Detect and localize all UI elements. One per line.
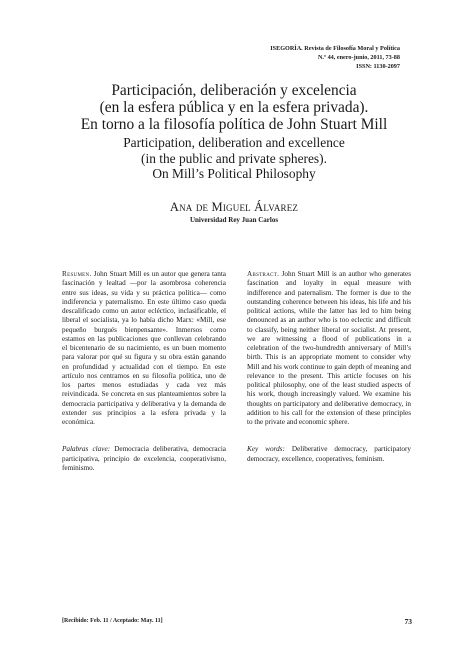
- resumen-column: [62, 270, 226, 473]
- title-es-line3: En torno a la filosofía política de John Stuart Mill: [80, 116, 388, 133]
- keywords-es-text: Democracia deliberativa, democracia participativa, principio de excelencia, cooperativismo, feminismo.: [62, 445, 227, 472]
- title-es-line1: Participación, deliberación y excelencia: [111, 82, 357, 99]
- keywords-en-label: Key words:: [247, 445, 285, 454]
- abstract-label: Abstract.: [247, 270, 280, 278]
- author-name: Ana de Miguel Álvarez: [169, 200, 299, 214]
- journal-issue: N.º 44, enero-junio, 2011, 73-88: [317, 54, 400, 61]
- title-spanish: [60, 82, 408, 133]
- title-es-line2: (en la esfera pública y en la esfera privada).: [99, 99, 369, 116]
- page-number: 73: [404, 617, 412, 626]
- resumen-paragraph: [62, 270, 226, 427]
- author-affiliation: Universidad Rey Juan Carlos: [189, 216, 279, 224]
- received-accepted-dates: [Recibido: Feb. 11 / Aceptado: May. 11]: [62, 618, 163, 624]
- title-english: [60, 135, 408, 182]
- abstract-column: [247, 270, 411, 464]
- keywords-es-label: Palabras clave:: [62, 445, 111, 454]
- journal-name: ISEGORÍA. Revista de Filosofía Moral y Política: [270, 45, 400, 52]
- title-en-line3: On Mill’s Political Philosophy: [152, 166, 316, 181]
- abstract-paragraph: [247, 270, 411, 427]
- abstract-text: John Stuart Mill is an author who generates fascination and loyalty in equal measure with indifference and paternalism. The former is due to the outstanding coherence between his ideas, his life and his political actions, while the latter has led to him being denounced as an author who is too eclectic and difficult to classify, being neither liberal or socialist. At present, we are witnessing a flood of publications in a celebration of the two-hundredth anniversary of Mill’s birth. This is an appropriate moment to consider why Mill and his work continue to gain depth of meaning and relevance to the present. This article focuses on his political philosophy, one of the least studied aspects of his work, though increasingly valued. We examine his thoughts on participatory and deliberative democracy, in addition to his call for the extension of these principles to the private and economic sphere.: [247, 270, 411, 426]
- journal-header: [270, 44, 400, 71]
- keywords-es: [62, 445, 226, 473]
- keywords-en: [247, 445, 411, 464]
- title-en-line1: Participation, deliberation and excellence: [123, 135, 345, 150]
- resumen-text: John Stuart Mill es un autor que genera tanta fascinación y lealtad —por la asombrosa coherencia entre sus ideas, su vida y su práctica política— como indiferencia y paternalismo. En este último caso queda descalificado como un autor ecléctico, inclasificable, el liberal el socialista, ya lo había dicho Marx: «Mill, ese pequeño burgués bienpensante». Inmersos como estamos en las publicaciones que conllevan celebrando el bicentenario de su nacimiento, es un buen momento para valorar por qué su figura y su obra están ganando en profundidad y actualidad con el tiempo. En este artículo nos centramos en su filosofía política, uno de los partes menos estudiadas y cada vez más reivindicada. Se concreta en sus planteamientos sobre la democracia participativa y deliberativa y la demanda de extender sus principios a la esfera privada y la económica.: [62, 270, 227, 426]
- keywords-en-text: Deliberative democracy, participatory democracy, excellence, cooperatives, feminism.: [247, 445, 411, 463]
- journal-issn: ISSN: 1130-2097: [356, 63, 400, 70]
- resumen-label: Resumen.: [62, 270, 92, 278]
- title-en-line2: (in the public and private spheres).: [141, 150, 327, 166]
